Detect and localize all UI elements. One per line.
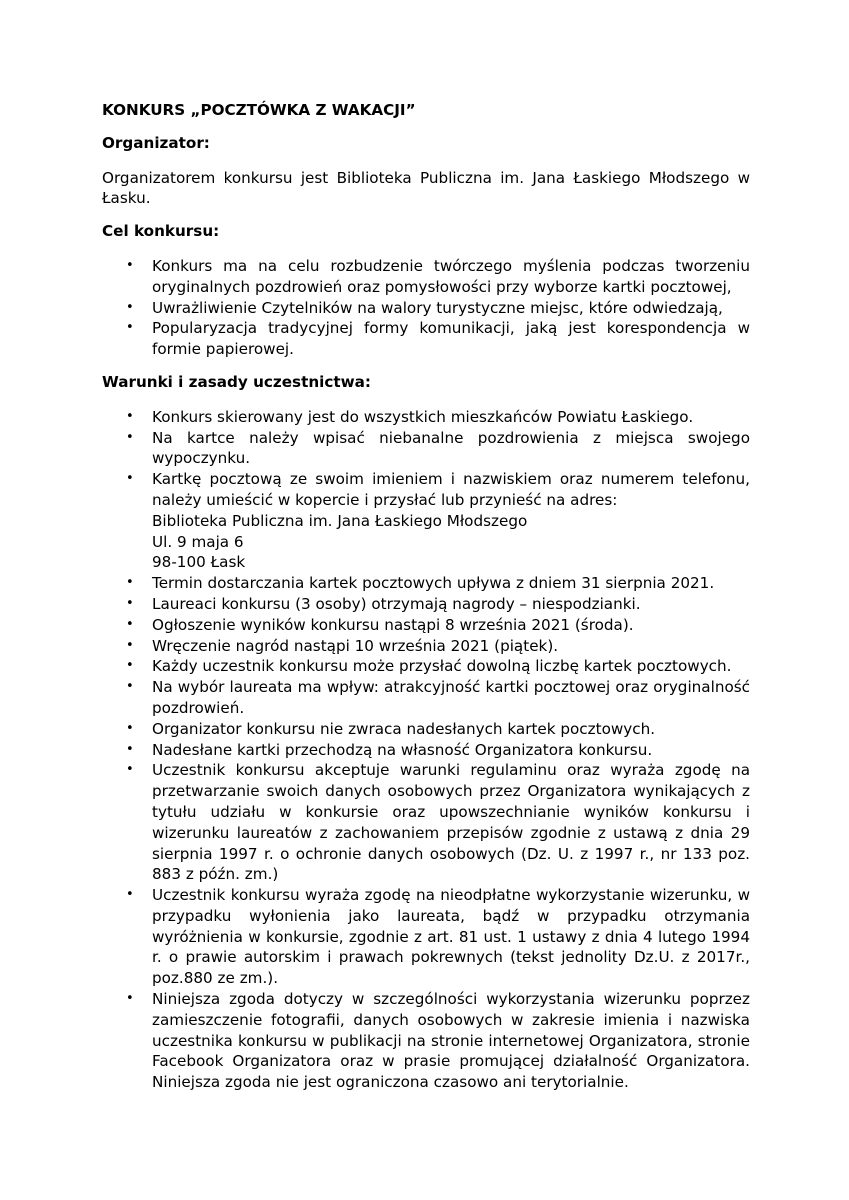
list-item xyxy=(102,719,750,740)
list-item-text: Ogłoszenie wyników konkursu nastąpi 8 września 2021 (środa). xyxy=(152,615,634,634)
list-item xyxy=(102,256,750,298)
list-item xyxy=(102,298,750,319)
bullet-icon: • xyxy=(126,575,134,591)
list-item-text: Popularyzacja tradycyjnej formy komunikacji, jaką jest korespondencja w formie papierowej. xyxy=(152,319,750,359)
bullet-icon: • xyxy=(126,658,134,674)
goal-heading: Cel konkursu: xyxy=(102,222,220,241)
bullet-icon: • xyxy=(126,762,134,778)
list-item-text: Uwrażliwienie Czytelników na walory turystyczne miejsc, które odwiedzają, xyxy=(152,298,723,317)
list-item-text: Każdy uczestnik konkursu może przysłać dowolną liczbę kartek pocztowych. xyxy=(152,657,732,676)
bullet-icon: • xyxy=(126,991,134,1007)
bullet-icon: • xyxy=(126,679,134,695)
list-item xyxy=(102,318,750,360)
address-line: Biblioteka Publiczna im. Jana Łaskiego Młodszego xyxy=(152,511,528,530)
list-item-text: Konkurs skierowany jest do wszystkich mieszkańców Powiatu Łaskiego. xyxy=(152,407,694,426)
list-item-text: Uczestnik konkursu akceptuje warunki regulaminu oraz wyraża zgodę na przetwarzanie swoich danych osobowych przez Organizatora wynikających z tytułu udziału w konkursie oraz upowszechnianie wyników konkursu i wizerunku laureatów z zachowaniem przepisów zgodnie z ustawą z dnia 29 sierpnia 1997 r. o ochronie danych osobowych (Dz. U. z 1997 r., nr 133 poz. 883 z późn. zm.) xyxy=(152,761,750,884)
list-item-text: Kartkę pocztową ze swoim imieniem i nazwiskiem oraz numerem telefonu, należy umieścić w kopercie i przysłać lub przynieść na adres: xyxy=(152,470,750,509)
bullet-icon: • xyxy=(126,471,134,487)
bullet-icon: • xyxy=(126,595,134,611)
list-item xyxy=(102,656,750,677)
bullet-icon: • xyxy=(126,299,134,315)
list-item xyxy=(102,677,750,719)
list-item xyxy=(102,740,750,761)
document-title: KONKURS „POCZTÓWKA Z WAKACJI” xyxy=(102,101,416,119)
list-item-text: Nadesłane kartki przechodzą na własność Organizatora konkursu. xyxy=(152,740,653,759)
list-item-text: Termin dostarczania kartek pocztowych upływa z dniem 31 sierpnia 2021. xyxy=(152,574,715,593)
list-item-text: Laureaci konkursu (3 osoby) otrzymają nagrody – niespodzianki. xyxy=(152,594,641,613)
bullet-icon: • xyxy=(126,637,134,653)
list-item-text: Organizator konkursu nie zwraca nadesłanych kartek pocztowych. xyxy=(152,719,656,738)
bullet-icon: • xyxy=(126,741,134,757)
list-item-text: Uczestnik konkursu wyraża zgodę na nieodpłatne wykorzystanie wizerunku, w przypadku wyłonienia jako laureata, bądź w przypadku otrzymania wyróżnienia w konkursie, zgodnie z art. 81 ust. 1 ustawy z dnia 4 lutego 1994 r. o prawie autorskim i prawach pokrewnych (tekst jednolity Dz.U. z 2017r., poz.880 ze zm.). xyxy=(152,886,750,988)
list-item-text: Wręczenie nagród nastąpi 10 września 2021 (piątek). xyxy=(152,636,559,655)
list-item xyxy=(102,989,750,1093)
bullet-icon: • xyxy=(126,257,134,273)
list-item xyxy=(102,615,750,636)
document-page xyxy=(102,100,750,1093)
rules-heading: Warunki i zasady uczestnictwa: xyxy=(102,372,371,391)
list-item xyxy=(102,885,750,989)
goal-list xyxy=(102,256,750,360)
list-item xyxy=(102,594,750,615)
address-line: Ul. 9 maja 6 xyxy=(152,532,244,551)
list-item xyxy=(102,636,750,657)
list-item-text: Konkurs ma na celu rozbudzenie twórczego myślenia podczas tworzeniu oryginalnych pozdrowień oraz pomysłowości przy wyborze kartki pocztowej, xyxy=(152,256,750,296)
list-item-text: Na kartce należy wpisać niebanalne pozdrowienia z miejsca swojego wypoczynku. xyxy=(152,428,750,468)
list-item xyxy=(102,469,750,573)
bullet-icon: • xyxy=(126,429,134,445)
list-item xyxy=(102,428,750,470)
bullet-icon: • xyxy=(126,616,134,632)
bullet-icon: • xyxy=(126,408,134,424)
organizer-text: Organizatorem konkursu jest Biblioteka Publiczna im. Jana Łaskiego Młodszego w Łasku. xyxy=(102,168,750,208)
organizer-heading: Organizator: xyxy=(102,133,210,152)
bullet-icon: • xyxy=(126,720,134,736)
list-item-text: Na wybór laureata ma wpływ: atrakcyjność kartki pocztowej oraz oryginalność pozdrowień. xyxy=(152,678,750,717)
bullet-icon: • xyxy=(126,320,134,336)
bullet-icon: • xyxy=(126,887,134,903)
list-item-text: Niniejsza zgoda dotyczy w szczególności wykorzystania wizerunku poprzez zamieszczenie fotografii, danych osobowych w zakresie imienia i nazwiska uczestnika konkursu w publikacji na stronie internetowej Organizatora, stronie Facebook Organizatora oraz w prasie promującej działalność Organizatora. Niniejsza zgoda nie jest ograniczona czasowo ani terytorialnie. xyxy=(152,990,750,1092)
list-item xyxy=(102,573,750,594)
address-line: 98-100 Łask xyxy=(152,553,246,572)
rules-list xyxy=(102,407,750,1093)
list-item xyxy=(102,760,750,885)
list-item xyxy=(102,407,750,428)
